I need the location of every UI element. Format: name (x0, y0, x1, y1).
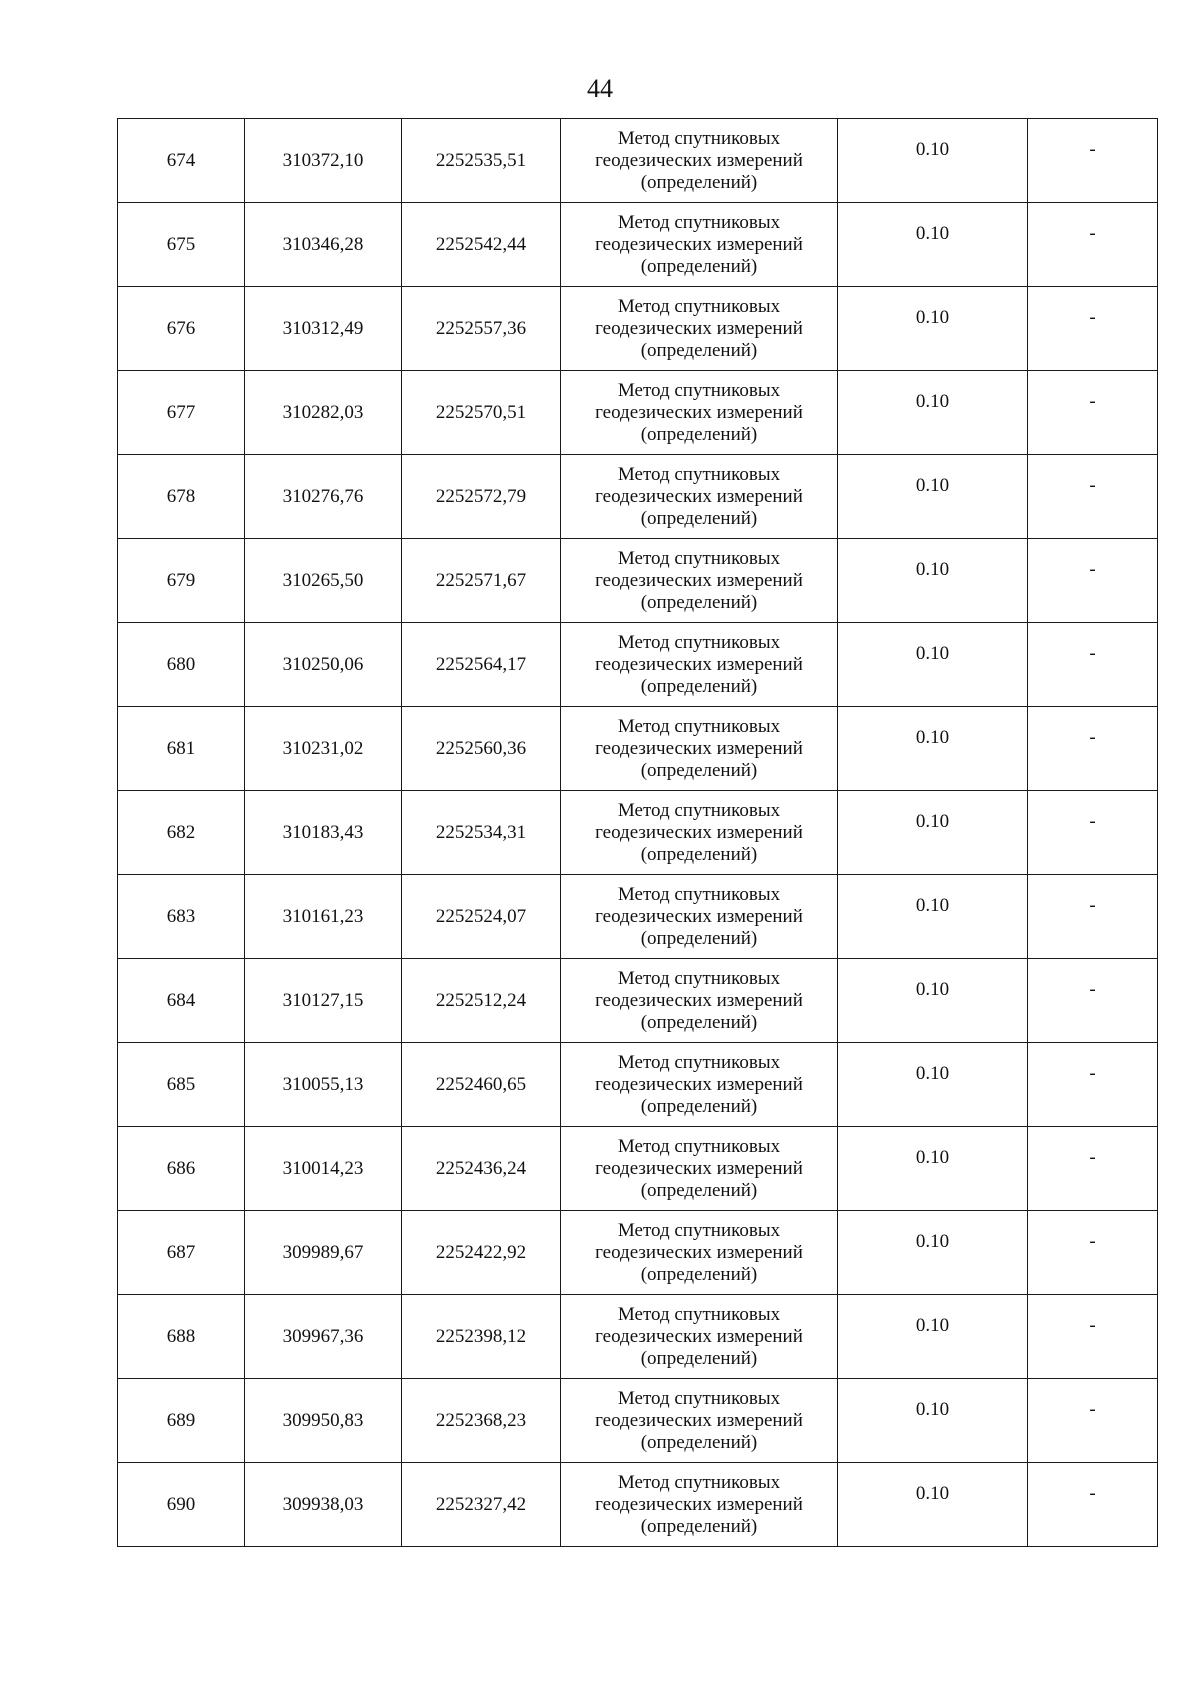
y-coordinate-cell: 2252524,07 (402, 875, 561, 959)
point-number-cell: 686 (118, 1127, 245, 1211)
method-line-2: геодезических измерений (595, 149, 803, 171)
point-number-cell: 680 (118, 623, 245, 707)
method-line-2: геодезических измерений (595, 569, 803, 591)
method-line-2: геодезических измерений (595, 1409, 803, 1431)
method-line-3: (определений) (640, 591, 758, 613)
method-cell (561, 119, 838, 203)
description-cell: - (1028, 1211, 1158, 1295)
y-coordinate-cell: 2252422,92 (402, 1211, 561, 1295)
method-cell (561, 623, 838, 707)
method-line-1: Метод спутниковых (617, 1303, 781, 1325)
method-line-3: (определений) (640, 1347, 758, 1369)
table-row (118, 707, 1158, 791)
method-line-3: (определений) (640, 927, 758, 949)
table-row (118, 1127, 1158, 1211)
method-line-1: Метод спутниковых (617, 1387, 781, 1409)
method-line-2: геодезических измерений (595, 485, 803, 507)
x-coordinate-cell: 310014,23 (245, 1127, 402, 1211)
table-row (118, 791, 1158, 875)
y-coordinate-cell: 2252535,51 (402, 119, 561, 203)
point-number-cell: 690 (118, 1463, 245, 1547)
method-line-2: геодезических измерений (595, 989, 803, 1011)
method-line-3: (определений) (640, 1011, 758, 1033)
table-row (118, 1295, 1158, 1379)
accuracy-cell: 0.10 (838, 875, 1028, 959)
method-line-2: геодезических измерений (595, 821, 803, 843)
method-line-3: (определений) (640, 1515, 758, 1537)
point-number-cell: 689 (118, 1379, 245, 1463)
accuracy-cell: 0.10 (838, 623, 1028, 707)
description-cell: - (1028, 875, 1158, 959)
y-coordinate-cell: 2252572,79 (402, 455, 561, 539)
point-number-cell: 677 (118, 371, 245, 455)
method-line-3: (определений) (640, 339, 758, 361)
point-number-cell: 682 (118, 791, 245, 875)
method-cell (561, 1295, 838, 1379)
x-coordinate-cell: 309950,83 (245, 1379, 402, 1463)
x-coordinate-cell: 310372,10 (245, 119, 402, 203)
description-cell: - (1028, 203, 1158, 287)
method-line-1: Метод спутниковых (617, 463, 781, 485)
method-line-3: (определений) (640, 507, 758, 529)
description-cell: - (1028, 1463, 1158, 1547)
method-line-1: Метод спутниковых (617, 1135, 781, 1157)
method-cell (561, 707, 838, 791)
method-line-1: Метод спутниковых (617, 715, 781, 737)
coordinates-table-body (118, 119, 1158, 1547)
method-line-3: (определений) (640, 1431, 758, 1453)
accuracy-cell: 0.10 (838, 371, 1028, 455)
method-cell (561, 1043, 838, 1127)
description-cell: - (1028, 371, 1158, 455)
x-coordinate-cell: 310183,43 (245, 791, 402, 875)
coordinates-table (117, 118, 1158, 1547)
x-coordinate-cell: 310282,03 (245, 371, 402, 455)
point-number-cell: 688 (118, 1295, 245, 1379)
point-number-cell: 676 (118, 287, 245, 371)
table-row (118, 1211, 1158, 1295)
table-row (118, 1463, 1158, 1547)
y-coordinate-cell: 2252560,36 (402, 707, 561, 791)
method-line-3: (определений) (640, 255, 758, 277)
method-cell (561, 287, 838, 371)
y-coordinate-cell: 2252327,42 (402, 1463, 561, 1547)
y-coordinate-cell: 2252557,36 (402, 287, 561, 371)
accuracy-cell: 0.10 (838, 203, 1028, 287)
y-coordinate-cell: 2252436,24 (402, 1127, 561, 1211)
accuracy-cell: 0.10 (838, 959, 1028, 1043)
table-row (118, 119, 1158, 203)
accuracy-cell: 0.10 (838, 119, 1028, 203)
method-line-2: геодезических измерений (595, 1241, 803, 1263)
method-cell (561, 371, 838, 455)
method-cell (561, 1463, 838, 1547)
table-row (118, 1379, 1158, 1463)
table-row (118, 371, 1158, 455)
x-coordinate-cell: 310265,50 (245, 539, 402, 623)
y-coordinate-cell: 2252542,44 (402, 203, 561, 287)
method-line-2: геодезических измерений (595, 233, 803, 255)
method-line-2: геодезических измерений (595, 653, 803, 675)
method-cell (561, 1127, 838, 1211)
accuracy-cell: 0.10 (838, 1463, 1028, 1547)
method-cell (561, 455, 838, 539)
x-coordinate-cell: 309989,67 (245, 1211, 402, 1295)
accuracy-cell: 0.10 (838, 1211, 1028, 1295)
method-line-3: (определений) (640, 759, 758, 781)
point-number-cell: 684 (118, 959, 245, 1043)
x-coordinate-cell: 310250,06 (245, 623, 402, 707)
method-line-2: геодезических измерений (595, 1493, 803, 1515)
method-cell (561, 959, 838, 1043)
x-coordinate-cell: 310127,15 (245, 959, 402, 1043)
method-cell (561, 875, 838, 959)
description-cell: - (1028, 623, 1158, 707)
method-line-3: (определений) (640, 1179, 758, 1201)
description-cell: - (1028, 1043, 1158, 1127)
description-cell: - (1028, 119, 1158, 203)
method-line-3: (определений) (640, 843, 758, 865)
method-line-1: Метод спутниковых (617, 883, 781, 905)
accuracy-cell: 0.10 (838, 1379, 1028, 1463)
method-line-1: Метод спутниковых (617, 127, 781, 149)
method-line-1: Метод спутниковых (617, 631, 781, 653)
accuracy-cell: 0.10 (838, 1127, 1028, 1211)
y-coordinate-cell: 2252570,51 (402, 371, 561, 455)
x-coordinate-cell: 309938,03 (245, 1463, 402, 1547)
method-line-2: геодезических измерений (595, 1073, 803, 1095)
description-cell: - (1028, 707, 1158, 791)
method-line-1: Метод спутниковых (617, 1051, 781, 1073)
table-row (118, 455, 1158, 539)
point-number-cell: 683 (118, 875, 245, 959)
x-coordinate-cell: 310276,76 (245, 455, 402, 539)
table-row (118, 203, 1158, 287)
method-line-2: геодезических измерений (595, 1325, 803, 1347)
description-cell: - (1028, 455, 1158, 539)
point-number-cell: 681 (118, 707, 245, 791)
point-number-cell: 675 (118, 203, 245, 287)
table-row (118, 623, 1158, 707)
method-cell (561, 539, 838, 623)
method-line-3: (определений) (640, 171, 758, 193)
description-cell: - (1028, 539, 1158, 623)
method-line-1: Метод спутниковых (617, 211, 781, 233)
accuracy-cell: 0.10 (838, 791, 1028, 875)
y-coordinate-cell: 2252534,31 (402, 791, 561, 875)
description-cell: - (1028, 1379, 1158, 1463)
table-row (118, 959, 1158, 1043)
x-coordinate-cell: 310161,23 (245, 875, 402, 959)
description-cell: - (1028, 791, 1158, 875)
table-row (118, 287, 1158, 371)
point-number-cell: 678 (118, 455, 245, 539)
description-cell: - (1028, 287, 1158, 371)
method-cell (561, 203, 838, 287)
description-cell: - (1028, 1295, 1158, 1379)
method-cell (561, 791, 838, 875)
method-line-1: Метод спутниковых (617, 967, 781, 989)
accuracy-cell: 0.10 (838, 1043, 1028, 1127)
table-row (118, 875, 1158, 959)
x-coordinate-cell: 310346,28 (245, 203, 402, 287)
method-line-3: (определений) (640, 423, 758, 445)
method-line-3: (определений) (640, 675, 758, 697)
description-cell: - (1028, 959, 1158, 1043)
method-line-1: Метод спутниковых (617, 1219, 781, 1241)
y-coordinate-cell: 2252398,12 (402, 1295, 561, 1379)
y-coordinate-cell: 2252571,67 (402, 539, 561, 623)
method-line-3: (определений) (640, 1263, 758, 1285)
accuracy-cell: 0.10 (838, 287, 1028, 371)
x-coordinate-cell: 309967,36 (245, 1295, 402, 1379)
method-line-2: геодезических измерений (595, 401, 803, 423)
method-line-2: геодезических измерений (595, 1157, 803, 1179)
y-coordinate-cell: 2252564,17 (402, 623, 561, 707)
method-line-1: Метод спутниковых (617, 547, 781, 569)
method-line-1: Метод спутниковых (617, 799, 781, 821)
accuracy-cell: 0.10 (838, 707, 1028, 791)
point-number-cell: 679 (118, 539, 245, 623)
method-line-1: Метод спутниковых (617, 295, 781, 317)
method-line-2: геодезических измерений (595, 905, 803, 927)
method-line-2: геодезических измерений (595, 737, 803, 759)
point-number-cell: 674 (118, 119, 245, 203)
accuracy-cell: 0.10 (838, 455, 1028, 539)
point-number-cell: 685 (118, 1043, 245, 1127)
method-line-3: (определений) (640, 1095, 758, 1117)
x-coordinate-cell: 310055,13 (245, 1043, 402, 1127)
accuracy-cell: 0.10 (838, 1295, 1028, 1379)
description-cell: - (1028, 1127, 1158, 1211)
x-coordinate-cell: 310231,02 (245, 707, 402, 791)
method-cell (561, 1379, 838, 1463)
accuracy-cell: 0.10 (838, 539, 1028, 623)
method-line-2: геодезических измерений (595, 317, 803, 339)
method-line-1: Метод спутниковых (617, 1471, 781, 1493)
point-number-cell: 687 (118, 1211, 245, 1295)
table-row (118, 1043, 1158, 1127)
y-coordinate-cell: 2252368,23 (402, 1379, 561, 1463)
y-coordinate-cell: 2252460,65 (402, 1043, 561, 1127)
table-row (118, 539, 1158, 623)
x-coordinate-cell: 310312,49 (245, 287, 402, 371)
y-coordinate-cell: 2252512,24 (402, 959, 561, 1043)
method-cell (561, 1211, 838, 1295)
page-number: 44 (587, 74, 613, 103)
method-line-1: Метод спутниковых (617, 379, 781, 401)
